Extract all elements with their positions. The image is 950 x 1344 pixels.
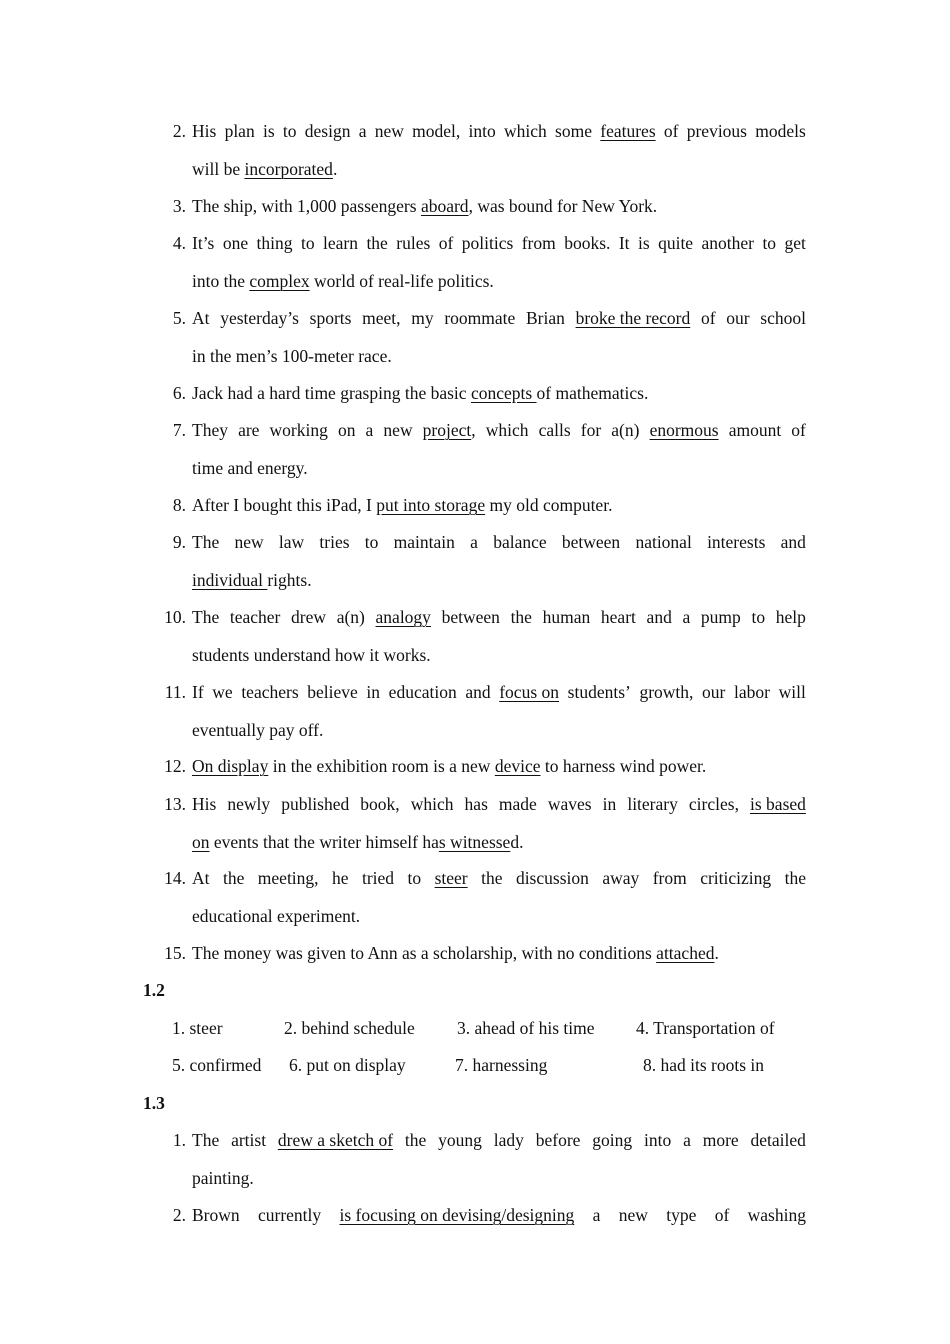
answer-word-group <box>423 412 476 450</box>
sentence-line <box>192 935 806 973</box>
text-word: to <box>762 233 777 253</box>
text-word: new <box>618 1205 648 1225</box>
text-word: for <box>580 420 602 440</box>
text-word: maintain <box>393 532 455 552</box>
sentence-text: events that the writer himself ha <box>209 831 439 852</box>
underlined-answer: incorporated <box>244 158 333 179</box>
text-word: criticizing <box>700 868 772 888</box>
sentence-line <box>192 375 806 413</box>
text-word: models <box>755 121 806 141</box>
underlined-answer: is focusing on devising/designing <box>339 1205 575 1225</box>
underlined-answer: enormous <box>649 420 719 440</box>
answer-word-group <box>600 113 655 151</box>
underlined-answer: concepts <box>470 383 537 403</box>
text-word: a(n) <box>336 607 365 627</box>
text-word: another <box>701 233 754 253</box>
text-word: human <box>542 607 591 627</box>
sentence-text: will be <box>192 158 245 179</box>
text-word: model, <box>412 121 461 141</box>
text-word: newly <box>227 794 271 814</box>
underlined-answer: device <box>494 756 541 776</box>
sentence-text: . <box>332 158 338 179</box>
item-number: 7. <box>172 420 186 440</box>
text-word: between <box>441 607 500 627</box>
text-word: from <box>521 233 556 253</box>
text-word: into <box>468 121 496 141</box>
text-word: yesterday’s <box>220 308 299 328</box>
sentence-line <box>192 263 806 301</box>
text-word: some <box>555 121 592 141</box>
text-word: new <box>374 121 404 141</box>
text-word: quite <box>658 233 694 253</box>
sentence-line <box>192 338 806 376</box>
text-word: school <box>760 308 806 328</box>
text-word: roommate <box>444 308 516 328</box>
text-word: His <box>192 121 217 141</box>
sentence-text: After I bought this iPad, I <box>192 495 377 515</box>
text-word: of <box>663 121 679 141</box>
underlined-answer: s witnesse <box>438 831 511 852</box>
answer-cell: 5. confirmed <box>172 1055 262 1075</box>
item-number: 9. <box>172 532 186 552</box>
text-word: meet, <box>362 308 401 328</box>
sentence-text: The money was given to Ann as a scholarship, with no conditions <box>192 943 657 963</box>
underlined-answer: analogy <box>375 607 431 627</box>
text-word: law <box>278 532 305 552</box>
text-word: of <box>714 1205 730 1225</box>
text-word: a <box>682 607 691 627</box>
text-word: a <box>365 420 374 440</box>
sentence-text: educational experiment. <box>192 905 361 926</box>
answer-word-group <box>278 1122 393 1160</box>
answer-cell: 4. Transportation of <box>636 1018 775 1038</box>
text-word: thing <box>256 233 293 253</box>
text-word: rules <box>396 233 431 253</box>
underlined-answer: features <box>600 121 656 141</box>
sentence-line <box>192 1197 806 1235</box>
text-word: The <box>192 1130 220 1150</box>
text-word: has <box>464 794 488 814</box>
text-word: students’ <box>567 682 631 702</box>
sentence-line <box>192 1160 806 1198</box>
text-word: we <box>212 682 233 702</box>
underlined-answer: put into storage <box>376 495 486 515</box>
item-number: 11. <box>164 682 186 702</box>
sentence-line <box>192 225 806 263</box>
underlined-answer: broke the record <box>575 308 691 328</box>
text-word: meeting, <box>257 868 319 888</box>
text-word: It <box>618 233 630 253</box>
text-word: currently <box>257 1205 322 1225</box>
text-word: to <box>751 607 766 627</box>
text-word: the <box>784 868 806 888</box>
text-word: of <box>438 233 454 253</box>
sentence-text: of mathematics. <box>536 383 649 403</box>
answer-word-group <box>376 599 431 637</box>
text-word: It’s <box>192 233 215 253</box>
underlined-answer: on <box>192 831 210 852</box>
answer-cell: 8. had its roots in <box>643 1055 765 1075</box>
text-word: detailed <box>750 1130 806 1150</box>
sentence-text: to harness wind power. <box>540 756 707 776</box>
punctuation: , <box>471 420 476 440</box>
text-word: he <box>332 868 349 888</box>
item-number: 2. <box>172 121 186 141</box>
text-word: At <box>192 868 210 888</box>
answer-word-group <box>576 300 691 338</box>
text-word: new <box>383 420 413 440</box>
item-number: 12. <box>164 756 186 776</box>
sentence-text: my old computer. <box>485 495 613 515</box>
text-word: tried <box>361 868 395 888</box>
sentence-line <box>192 300 806 338</box>
text-word: is <box>637 233 650 253</box>
text-word: young <box>438 1130 482 1150</box>
text-word: going <box>592 1130 633 1150</box>
sentence-line <box>192 599 806 637</box>
text-word: more <box>702 1130 739 1150</box>
text-word: discussion <box>515 868 589 888</box>
item-number: 14. <box>164 868 186 888</box>
answer-cell: 2. behind schedule <box>284 1018 415 1038</box>
text-word: of <box>700 308 716 328</box>
item-number: 10. <box>164 607 186 627</box>
sentence-line <box>192 898 806 936</box>
underlined-answer: aboard <box>420 196 469 216</box>
sentence-text: into the <box>192 270 250 291</box>
section-heading-1-3: 1.3 <box>143 1093 165 1113</box>
text-word: The <box>192 532 220 552</box>
sentence-line <box>192 487 806 525</box>
sentence-line <box>192 151 806 189</box>
text-word: is <box>262 121 275 141</box>
sentence-line <box>192 188 806 226</box>
text-word: growth, <box>639 682 694 702</box>
text-word: new <box>234 532 264 552</box>
text-word: working <box>269 420 328 440</box>
sentence-line <box>192 113 806 151</box>
text-word: away <box>602 868 640 888</box>
item-number: 2. <box>172 1205 186 1225</box>
text-word: Brown <box>192 1205 240 1225</box>
text-word: teacher <box>229 607 281 627</box>
answer-word-group <box>750 786 806 824</box>
text-word: the <box>222 868 245 888</box>
item-number: 1. <box>172 1130 186 1150</box>
sentence-line <box>192 412 806 450</box>
text-word: learn <box>323 233 358 253</box>
sentence-text: in the exhibition room is a new <box>268 756 495 776</box>
text-word: books. <box>564 233 611 253</box>
sentence-text: rights. <box>267 569 312 590</box>
text-word: in <box>602 794 617 814</box>
text-word: book, <box>360 794 400 814</box>
item-number: 3. <box>172 196 186 216</box>
text-word: believe <box>307 682 358 702</box>
text-word: interests <box>707 532 766 552</box>
text-word: a <box>592 1205 601 1225</box>
text-word: the <box>366 233 388 253</box>
answer-cell: 1. steer <box>172 1018 223 1038</box>
sentence-text: The ship, with 1,000 passengers <box>192 196 421 216</box>
text-word: which <box>410 794 454 814</box>
underlined-answer: is based <box>750 794 806 814</box>
text-word: will <box>778 682 806 702</box>
text-word: washing <box>747 1205 806 1225</box>
text-word: At <box>192 308 210 328</box>
text-word: amount <box>728 420 782 440</box>
item-number: 8. <box>172 495 186 515</box>
text-word: They <box>192 420 228 440</box>
text-word: politics <box>461 233 514 253</box>
answer-word-group <box>435 860 468 898</box>
text-word: help <box>775 607 806 627</box>
sentence-text: . <box>714 943 719 963</box>
text-word: my <box>411 308 434 328</box>
text-word: our <box>726 308 750 328</box>
sentence-text: world of real-life politics. <box>309 270 494 291</box>
sentence-line <box>192 748 806 786</box>
text-word: artist <box>231 1130 267 1150</box>
sentence-text: eventually pay off. <box>192 719 324 740</box>
text-word: into <box>644 1130 672 1150</box>
answer-word-group <box>650 412 719 450</box>
sentence-line <box>192 674 806 712</box>
text-word: tries <box>319 532 350 552</box>
text-word: balance <box>493 532 547 552</box>
item-number: 5. <box>172 308 186 328</box>
answer-cell: 6. put on display <box>289 1055 406 1075</box>
sentence-line <box>192 824 806 862</box>
text-word: and <box>780 532 806 552</box>
answer-cell: 3. ahead of his time <box>457 1018 595 1038</box>
underlined-answer: individual <box>192 569 268 590</box>
text-word: before <box>535 1130 581 1150</box>
text-word: a <box>683 1130 691 1150</box>
sentence-line <box>192 712 806 750</box>
text-word: a <box>470 532 478 552</box>
sentence-text: , was bound for New York. <box>468 196 658 216</box>
text-word: which <box>485 420 529 440</box>
text-word: get <box>784 233 806 253</box>
text-word: to <box>300 233 315 253</box>
sentence-line <box>192 860 806 898</box>
sentence-line <box>192 524 806 562</box>
text-word: drew <box>291 607 327 627</box>
sentence-text: time and energy. <box>192 457 308 478</box>
sentence-text: students understand how it works. <box>192 644 431 665</box>
text-word: His <box>192 794 217 814</box>
text-word: Brian <box>525 308 565 328</box>
text-word: the <box>510 607 532 627</box>
text-word: a <box>358 121 367 141</box>
text-word: and <box>646 607 672 627</box>
text-word: are <box>238 420 260 440</box>
text-word: heart <box>600 607 636 627</box>
text-word: circles, <box>688 794 739 814</box>
text-word: literary <box>627 794 678 814</box>
sentence-text: Jack had a hard time grasping the basic <box>192 383 471 403</box>
text-word: type <box>666 1205 697 1225</box>
underlined-answer: steer <box>434 868 468 888</box>
text-word: between <box>561 532 621 552</box>
underlined-answer: project <box>422 420 472 440</box>
text-word: which <box>504 121 547 141</box>
underlined-answer: focus on <box>499 682 560 702</box>
answer-word-group <box>499 674 559 712</box>
text-word: If <box>192 682 204 702</box>
text-word: of <box>791 420 806 440</box>
answer-word-group <box>340 1197 575 1235</box>
text-word: and <box>465 682 491 702</box>
sentence-line <box>192 1122 806 1160</box>
text-word: previous <box>686 121 747 141</box>
text-word: teachers <box>241 682 299 702</box>
text-word: waves <box>547 794 592 814</box>
text-word: design <box>304 121 351 141</box>
underlined-answer: complex <box>249 270 310 291</box>
text-word: sports <box>309 308 352 328</box>
text-word: to <box>364 532 379 552</box>
answer-cell: 7. harnessing <box>455 1055 548 1075</box>
item-number: 15. <box>164 943 186 963</box>
text-word: plan <box>224 121 255 141</box>
text-word: from <box>652 868 687 888</box>
text-word: the <box>404 1130 427 1150</box>
text-word: pump <box>700 607 741 627</box>
underlined-answer: attached <box>656 943 715 963</box>
text-word: the <box>481 868 503 888</box>
text-word: in <box>366 682 381 702</box>
text-word: published <box>281 794 350 814</box>
text-word: calls <box>538 420 571 440</box>
underlined-answer: On display <box>192 756 269 776</box>
item-number: 6. <box>172 383 186 403</box>
item-number: 13. <box>164 794 186 814</box>
sentence-text: painting. <box>192 1167 254 1188</box>
sentence-line <box>192 637 806 675</box>
sentence-text: d. <box>510 831 524 852</box>
sentence-text: in the men’s 100-meter race. <box>192 345 392 366</box>
underlined-answer: drew a sketch of <box>277 1130 394 1150</box>
item-number: 4. <box>172 233 186 253</box>
text-word: national <box>635 532 692 552</box>
text-word: to <box>407 868 422 888</box>
text-word: The <box>192 607 220 627</box>
text-word: a(n) <box>611 420 640 440</box>
text-word: labor <box>734 682 770 702</box>
text-word: education <box>388 682 457 702</box>
text-word: one <box>222 233 249 253</box>
text-word: lady <box>493 1130 524 1150</box>
text-word: our <box>702 682 726 702</box>
text-word: on <box>337 420 356 440</box>
text-word: made <box>498 794 537 814</box>
sentence-line <box>192 450 806 488</box>
sentence-line <box>192 562 806 600</box>
section-heading-1-2: 1.2 <box>143 980 165 1000</box>
text-word: to <box>282 121 297 141</box>
sentence-line <box>192 786 806 824</box>
